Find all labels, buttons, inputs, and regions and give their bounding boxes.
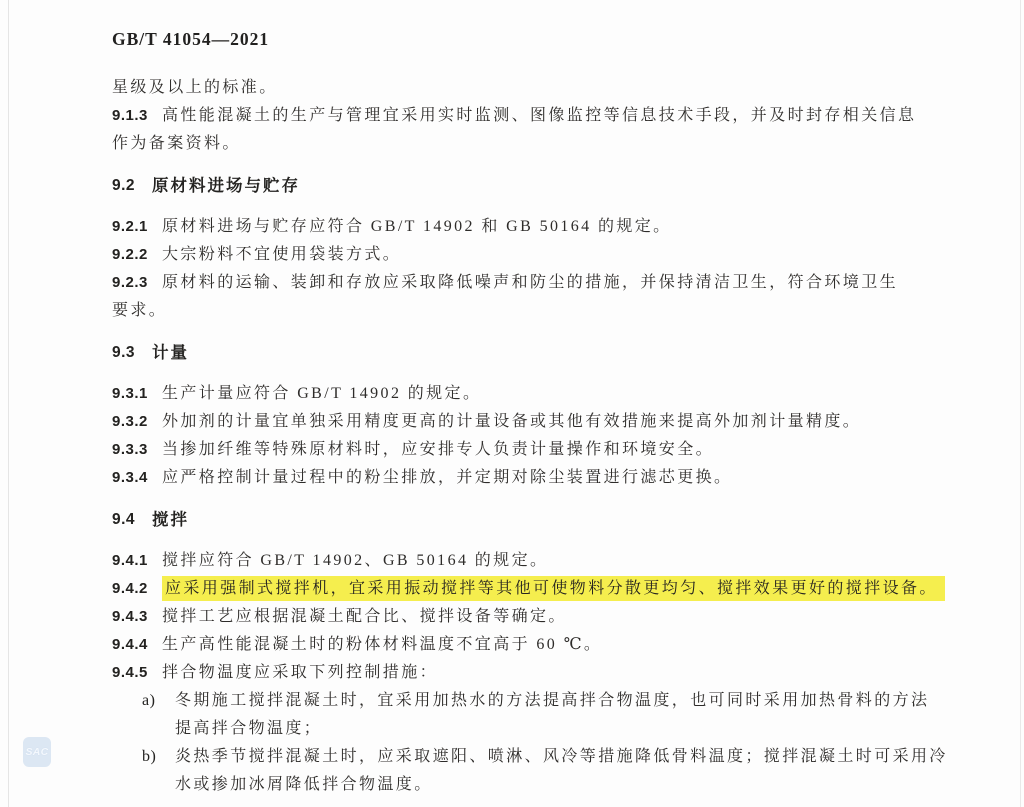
line-text: 炎热季节搅拌混凝土时，应采取遮阳、喷淋、风冷等措施降低骨料温度；搅拌混凝土时可采用冷 [175, 748, 948, 765]
line-text: 外加剂的计量宜单独采用精度更高的计量设备或其他有效措施来提高外加剂计量精度。 [162, 413, 862, 430]
list-marker: b) [142, 748, 157, 765]
section-heading [112, 506, 972, 534]
section-number: 9.2 [112, 177, 136, 194]
clause-number: 9.4.1 [112, 552, 148, 569]
clause-line [112, 436, 972, 464]
list-item-continuation [112, 771, 972, 799]
line-text: 搅拌工艺应根据混凝土配合比、搅拌设备等确定。 [162, 608, 567, 625]
line-text: 要求。 [112, 302, 168, 319]
clause-line [112, 464, 972, 492]
line-text: 大宗粉料不宜使用袋装方式。 [162, 246, 402, 263]
line-text: 水或掺加冰屑降低拌合物温度。 [175, 776, 433, 793]
line-text: 原材料的运输、装卸和存放应采取降低噪声和防尘的措施，并保持清洁卫生，符合环境卫生 [162, 274, 899, 291]
page-edge-left [8, 0, 9, 807]
clause-number: 9.4.5 [112, 664, 148, 681]
highlighted-text: 应采用强制式搅拌机，宜采用振动搅拌等其他可使物料分散更均匀、搅拌效果更好的搅拌设备。 [162, 576, 945, 601]
clause-number: 9.4.3 [112, 608, 148, 625]
clause-number: 9.4.2 [112, 580, 148, 597]
section-number: 9.4 [112, 511, 136, 528]
clause-line [112, 408, 972, 436]
clause-line [112, 213, 972, 241]
line-text: 提高拌合物温度； [175, 720, 323, 737]
clause-number: 9.1.3 [112, 107, 148, 124]
clause-number: 9.3.1 [112, 385, 148, 402]
clause-line [112, 241, 972, 269]
clause-line [112, 603, 972, 631]
line-text: 作为备案资料。 [112, 135, 241, 152]
line-text: 计量 [152, 344, 189, 362]
clause-number: 9.3.4 [112, 469, 148, 486]
paragraph-line [112, 297, 972, 325]
document-content [112, 74, 972, 799]
line-text: 生产高性能混凝土时的粉体材料温度不宜高于 60 ℃。 [162, 636, 603, 653]
line-text: 当掺加纤维等特殊原材料时，应安排专人负责计量操作和环境安全。 [162, 441, 715, 458]
clause-number: 9.2.1 [112, 218, 148, 235]
clause-line [112, 102, 972, 130]
list-item [112, 743, 972, 771]
clause-number: 9.3.2 [112, 413, 148, 430]
line-text: 星级及以上的标准。 [112, 79, 278, 96]
clause-number: 9.2.3 [112, 274, 148, 291]
line-text: 搅拌应符合 GB/T 14902、GB 50164 的规定。 [162, 552, 549, 569]
section-number: 9.3 [112, 344, 136, 361]
line-text: 生产计量应符合 GB/T 14902 的规定。 [162, 385, 482, 402]
list-marker: a) [142, 692, 156, 709]
section-heading [112, 339, 972, 367]
paragraph-line [112, 74, 972, 102]
list-item [112, 687, 972, 715]
line-text: 拌合物温度应采取下列控制措施： [162, 664, 439, 681]
paragraph-line [112, 130, 972, 158]
section-heading [112, 172, 972, 200]
standard-number-header: GB/T 41054—2021 [112, 29, 270, 49]
clause-line [112, 659, 972, 687]
list-item-continuation [112, 715, 972, 743]
line-text: 冬期施工搅拌混凝土时，宜采用加热水的方法提高拌合物温度，也可同时采用加热骨料的方法 [175, 692, 930, 709]
clause-line [112, 380, 972, 408]
clause-line [112, 575, 972, 603]
line-text: 搅拌 [152, 511, 189, 529]
clause-number: 9.3.3 [112, 441, 148, 458]
clause-line [112, 269, 972, 297]
clause-line [112, 631, 972, 659]
sac-watermark-icon: SAC [23, 737, 51, 767]
line-text: 原材料进场与贮存 [152, 177, 300, 195]
line-text: 应严格控制计量过程中的粉尘排放，并定期对除尘装置进行滤芯更换。 [162, 469, 733, 486]
page-edge-right [1020, 0, 1021, 807]
clause-number: 9.4.4 [112, 636, 148, 653]
line-text: 高性能混凝土的生产与管理宜采用实时监测、图像监控等信息技术手段，并及时封存相关信息 [162, 107, 917, 124]
clause-line [112, 547, 972, 575]
clause-number: 9.2.2 [112, 246, 148, 263]
line-text: 原材料进场与贮存应符合 GB/T 14902 和 GB 50164 的规定。 [162, 218, 672, 235]
